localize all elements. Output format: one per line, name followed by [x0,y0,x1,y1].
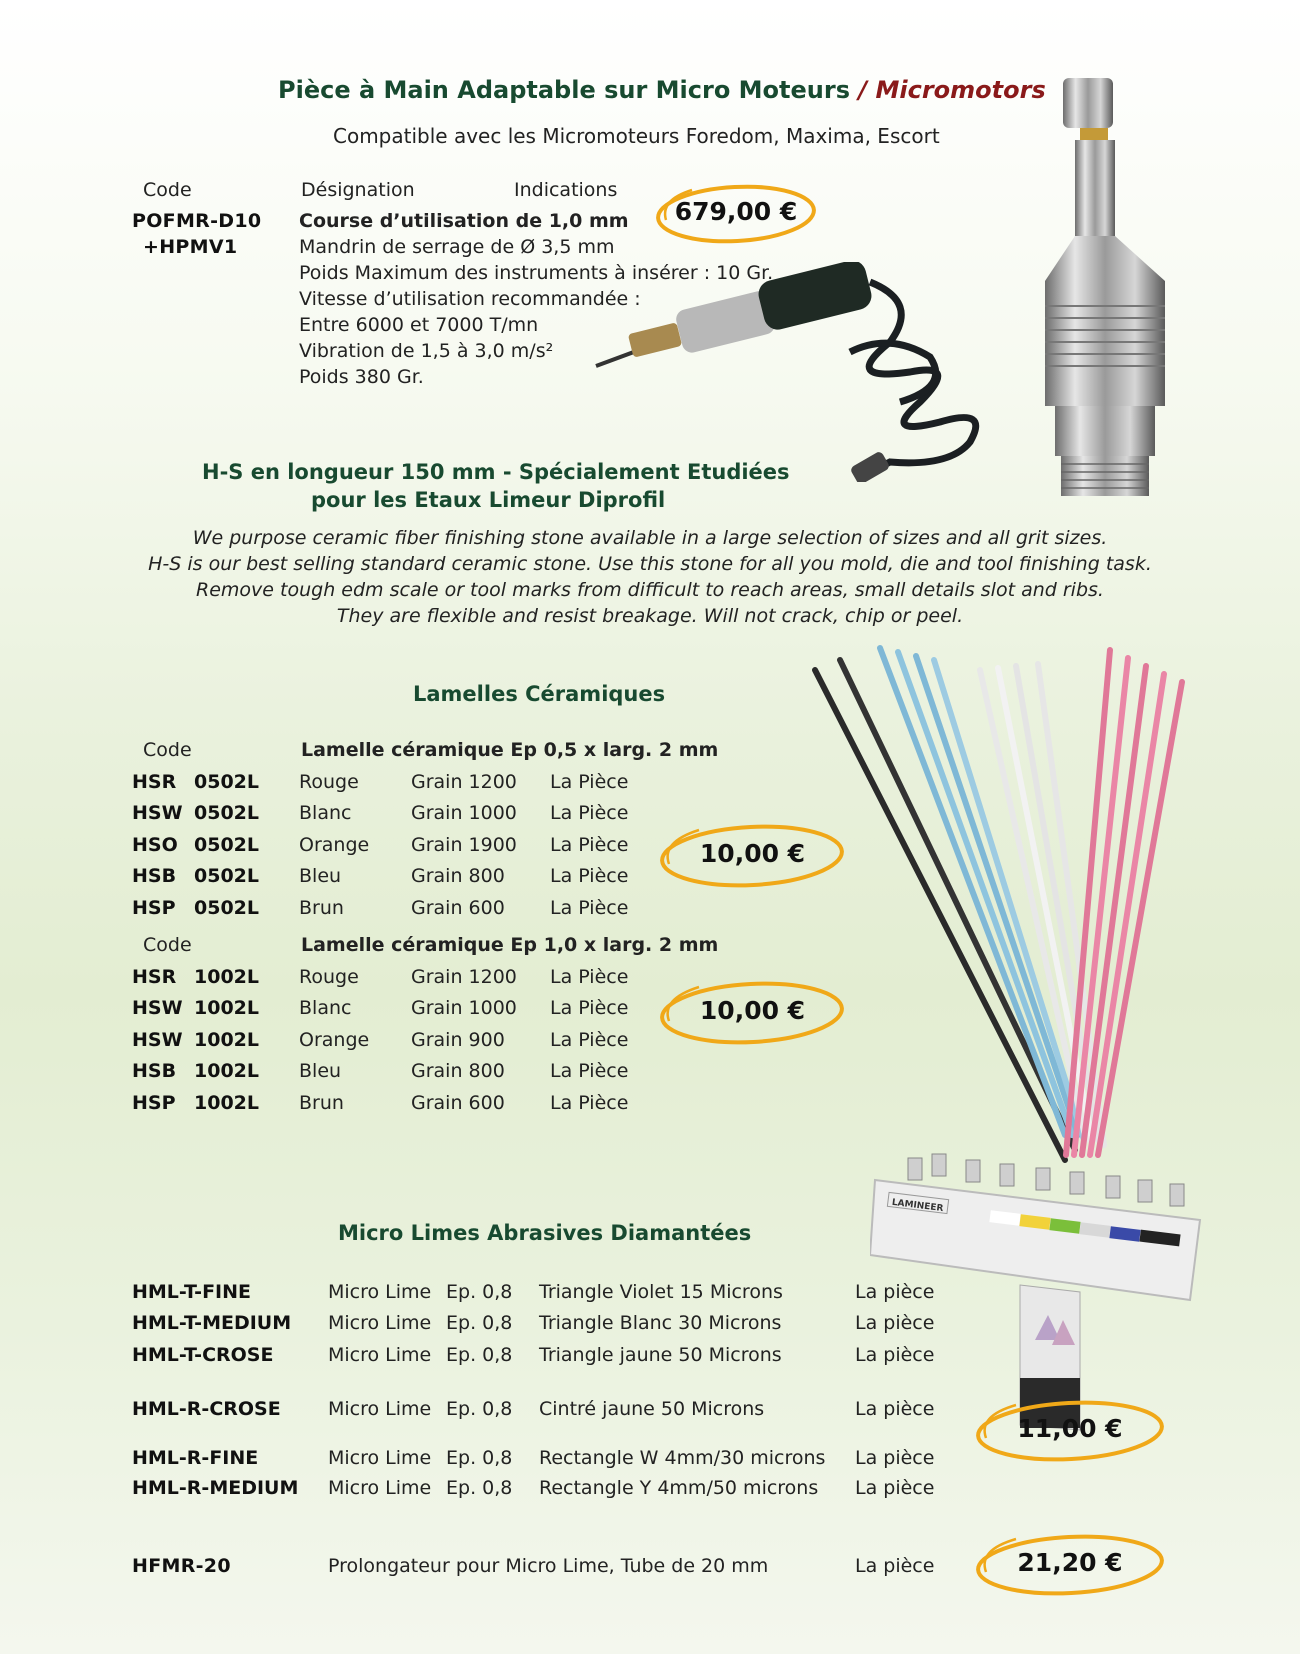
unit-cell: La Pièce [550,1028,629,1051]
code-prefix: HSW [132,1028,183,1051]
product-brand-label: LAMINEER [891,1197,944,1215]
desc-cell: Cintré jaune 50 Microns [539,1397,765,1420]
grain-cell: Grain 1200 [411,770,517,793]
section1-subtitle: Compatible avec les Micromoteurs Foredom, Maxima, Escort [333,124,940,148]
table-row [132,993,628,1025]
code-number: 0502L [194,833,259,856]
code-cell: HML-R-FINE [132,1446,259,1469]
col-code-label: Code [143,179,192,201]
spec-line: Vitesse d’utilisation recommandée : [299,288,641,310]
lamelle-table-05 [132,766,628,924]
color-cell: Blanc [299,997,352,1020]
ep-cell: Ep. 0,8 [446,1280,513,1303]
code-label: Code [143,934,192,956]
type-cell: Micro Lime [328,1477,432,1500]
spec-line: Entre 6000 et 7000 T/mn [299,314,539,336]
section3-title: Lamelles Céramiques [413,682,666,706]
type-cell: Micro Lime [328,1343,432,1366]
unit-cell: La pièce [855,1312,935,1335]
grain-cell: Grain 1000 [411,997,517,1020]
color-cell: Rouge [299,965,359,988]
ep-cell: Ep. 0,8 [446,1312,513,1335]
description-line: Remove tough edm scale or tool marks from difficult to reach areas, small details slot and ribs. [196,579,1104,601]
price-badge-extender: 21,20 € [970,1530,1170,1600]
group1-header: Lamelle céramique Ep 0,5 x larg. 2 mm [301,739,719,761]
table-row [132,1276,934,1308]
unit-cell: La Pièce [550,1091,629,1114]
code-number: 1002L [194,965,259,988]
price-badge-micro-files: 11,00 € [970,1396,1170,1466]
desc-cell: Rectangle Y 4mm/50 microns [539,1477,819,1500]
product-code: POFMR-D10 [132,210,262,232]
desc-cell: Rectangle W 4mm/30 microns [539,1446,826,1469]
table-row [132,1024,628,1056]
code-prefix: HSB [132,865,177,888]
desc-cell: Triangle jaune 50 Microns [539,1343,782,1366]
code-prefix: HSP [132,896,176,919]
micromotor-photo [590,262,1010,482]
type-cell: Micro Lime [328,1312,432,1335]
code-number: 0502L [194,865,259,888]
handpiece-photo [1035,76,1185,501]
unit-cell: La Pièce [550,802,629,825]
table-row [132,861,628,893]
type-cell: Micro Lime [328,1280,432,1303]
ep-cell: Ep. 0,8 [446,1397,513,1420]
grain-cell: Grain 1000 [411,802,517,825]
ceramic-sticks-photo [810,640,1190,1170]
table-row [132,798,628,830]
unit-cell: La Pièce [550,997,629,1020]
price-badge-lamelle-10: 10,00 € [655,977,850,1049]
ep-cell: Ep. 0,8 [446,1477,513,1500]
code-prefix: HSR [132,965,177,988]
grain-cell: Grain 1900 [411,833,517,856]
code-number: 0502L [194,896,259,919]
code-number: 1002L [194,1091,259,1114]
table-row [132,1308,934,1340]
code-cell: HML-R-MEDIUM [132,1477,299,1500]
code-prefix: HSB [132,1060,177,1083]
unit-cell: La Pièce [550,770,629,793]
unit-cell: La pièce [855,1446,935,1469]
table-row [132,1371,934,1426]
color-cell: Bleu [299,1060,342,1083]
color-cell: Brun [299,896,344,919]
grain-cell: Grain 1200 [411,965,517,988]
unit-cell: La Pièce [550,965,629,988]
description-line: H-S is our best selling standard ceramic stone. Use this stone for all you mold, die and tool finishing task. [148,553,1152,575]
price-badge-lamelle-05: 10,00 € [655,820,850,892]
unit-cell: La Pièce [550,865,629,888]
color-cell: Orange [299,1028,370,1051]
col-indications-label: Indications [514,179,618,201]
table-row [132,892,628,924]
section4-title: Micro Limes Abrasives Diamantées [338,1221,752,1245]
code-label: Code [143,739,192,761]
extender-unit: La pièce [855,1555,935,1577]
ep-cell: Ep. 0,8 [446,1343,513,1366]
section2-title-line2: pour les Etaux Limeur Diprofil [311,488,666,512]
col-designation-label: Désignation [301,179,415,201]
code-number: 0502L [194,802,259,825]
unit-cell: La Pièce [550,896,629,919]
extender-code: HFMR-20 [132,1555,231,1577]
code-number: 0502L [194,770,259,793]
section2-title-line1: H-S en longueur 150 mm - Spécialement Etudiées [202,460,790,484]
code-prefix: HSW [132,802,183,825]
spec-line: Mandrin de serrage de Ø 3,5 mm [299,236,615,258]
unit-cell: La Pièce [550,1060,629,1083]
unit-cell: La Pièce [550,833,629,856]
desc-cell: Triangle Blanc 30 Microns [539,1312,782,1335]
desc-cell: Triangle Violet 15 Microns [539,1280,783,1303]
group2-header: Lamelle céramique Ep 1,0 x larg. 2 mm [301,934,719,956]
code-number: 1002L [194,1028,259,1051]
lamelle-table-10 [132,961,628,1119]
type-cell: Micro Lime [328,1397,432,1420]
code-number: 1002L [194,1060,259,1083]
spec-line: Poids Maximum des instruments à insérer : 10 Gr. [299,262,774,284]
unit-cell: La pièce [855,1477,935,1500]
grain-cell: Grain 600 [411,1091,505,1114]
section1-title: Pièce à Main Adaptable sur Micro Moteurs / Micromotors [278,76,1046,104]
table-row [132,1087,628,1119]
color-cell: Brun [299,1091,344,1114]
description-line: They are flexible and resist breakage. Will not crack, chip or peel. [336,605,964,627]
code-cell: HML-R-CROSE [132,1397,281,1420]
table-row [132,1056,628,1088]
spec-line: Poids 380 Gr. [299,366,424,388]
ep-cell: Ep. 0,8 [446,1446,513,1469]
grain-cell: Grain 800 [411,1060,505,1083]
price-badge-handpiece: 679,00 € [652,180,820,248]
type-cell: Micro Lime [328,1446,432,1469]
code-prefix: HSO [132,833,178,856]
code-prefix: HSR [132,770,177,793]
code-cell: HML-T-MEDIUM [132,1312,292,1335]
product-code-kit: +HPMV1 [143,236,238,258]
grain-cell: Grain 600 [411,896,505,919]
code-number: 1002L [194,997,259,1020]
table-row [132,1339,934,1371]
table-row [132,829,628,861]
code-cell: HML-T-CROSE [132,1343,274,1366]
code-cell: HML-T-FINE [132,1280,251,1303]
spec-line: Vibration de 1,5 à 3,0 m/s² [299,340,554,362]
spec-title: Course d’utilisation de 1,0 mm [299,210,629,232]
unit-cell: La pièce [855,1397,935,1420]
table-row [132,1426,934,1473]
unit-cell: La pièce [855,1280,935,1303]
unit-cell: La pièce [855,1343,935,1366]
color-cell: Bleu [299,865,342,888]
micro-files-table [132,1276,934,1504]
code-prefix: HSP [132,1091,176,1114]
table-row [132,1473,934,1505]
code-prefix: HSW [132,997,183,1020]
description-line: We purpose ceramic fiber finishing stone available in a large selection of sizes and all grit sizes. [192,527,1108,549]
grain-cell: Grain 900 [411,1028,505,1051]
grain-cell: Grain 800 [411,865,505,888]
extender-desc: Prolongateur pour Micro Lime, Tube de 20 mm [328,1555,769,1577]
table-row [132,766,628,798]
color-cell: Blanc [299,802,352,825]
color-cell: Rouge [299,770,359,793]
table-row [132,961,628,993]
color-cell: Orange [299,833,370,856]
